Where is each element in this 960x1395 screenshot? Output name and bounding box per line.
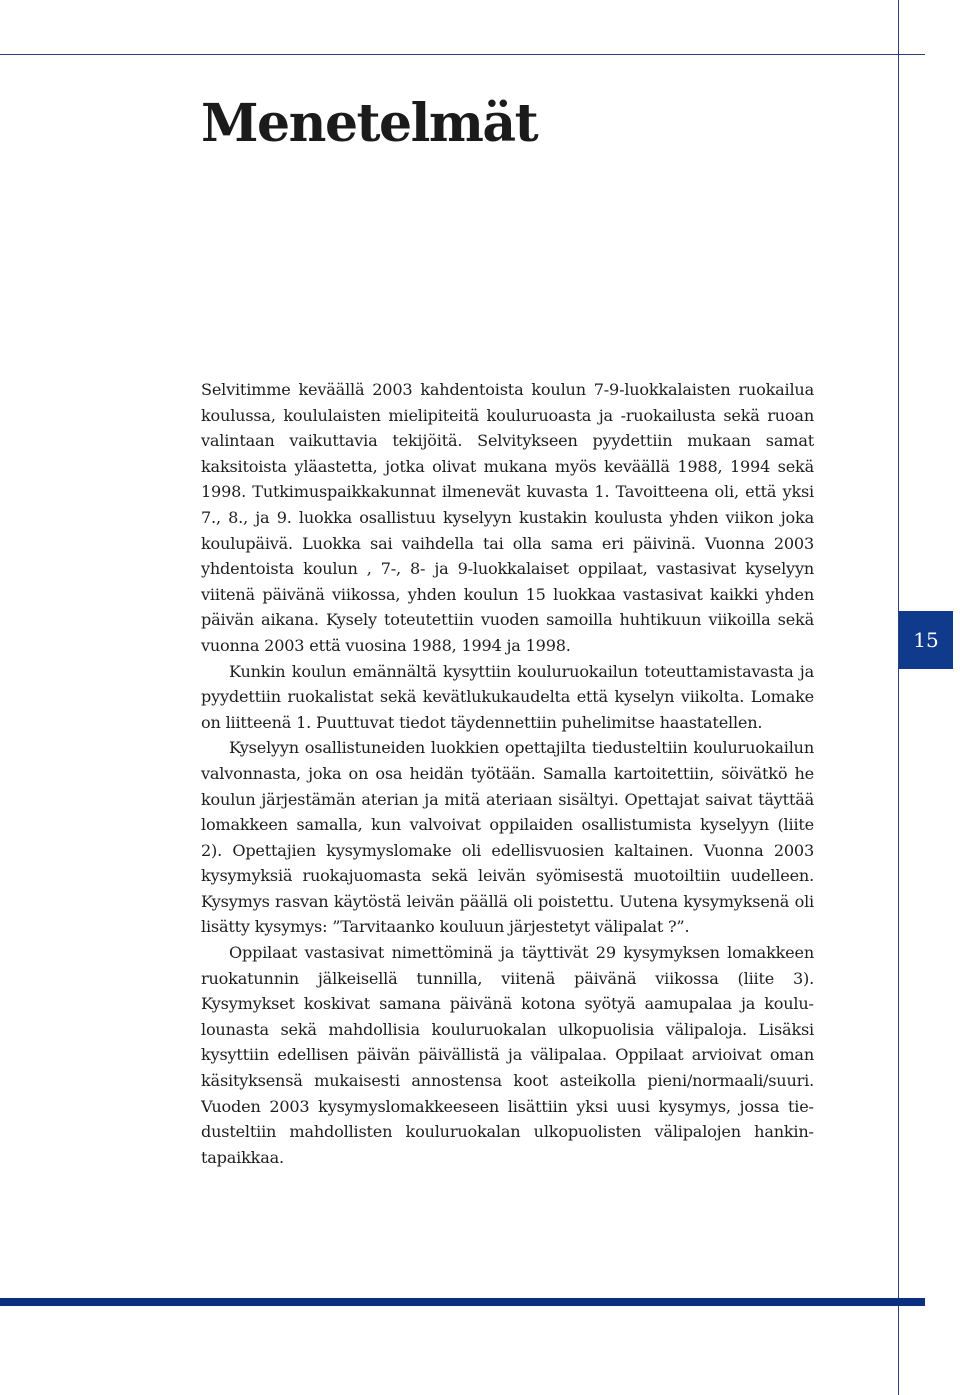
page-number: 15 [913, 628, 939, 652]
top-rule [0, 54, 925, 55]
margin-rule [898, 0, 899, 1395]
paragraph-3: Kyselyyn osallistuneiden luokkien opettajilta tiedusteltiin kouluruokailun valvonnasta, joka on osa heidän työtään. Samalla kartoitettiin, söivätkö he koulun järjestämän aterian ja mitä ateriaan sisältyi. Opettajat saivat täyttää lomakkeen samalla, kun valvoivat oppilaiden osallistumista kyselyyn (liite 2). Opettajien kysymyslomake oli edellisvuosien kaltainen. Vuonna 2003 kysymyksiä ruokajuomasta sekä leivän syömisestä muotoiltiin uudelleen. Kysymys rasvan käytöstä leivän päällä oli poistettu. Uutena kysymyksenä oli lisätty kysymys: ”Tarvitaanko kouluun järjestetyt välipalat ?”. [201, 738, 814, 937]
paragraph-1: Selvitimme keväällä 2003 kahdentoista koulun 7-9-luokkalaisten ruokailua koulussa, koululaisten mielipiteitä kouluruoasta ja -ruokailusta sekä ruoan valintaan vaikuttavia tekijöitä. Selvitykseen pyydettiin mukaan samat kaksitoista yläastetta, jotka olivat mukana myös keväällä 1988, 1994 sekä 1998. Tutkimuspaikkakunnat ilmenevät kuvasta 1. Tavoitteena oli, että yksi 7., 8., ja 9. luokka osallistuu kyselyyn kustakin koulusta yhden viikon joka koulupäivä. Luokka sai vaihdella tai olla sama eri päivinä. Vuonna 2003 yhdentoista koulun , 7-, 8- ja 9-luokkalaiset oppilaat, vastasivat kyselyyn viitenä päivänä viikossa, yhden koulun 15 luokkaa vastasivat kaikki yhden päivän aikana. Kysely toteutettiin vuoden samoilla huhtikuun viikoilla sekä vuonna 2003 että vuosina 1988, 1994 ja 1998. [201, 380, 814, 655]
page-number-badge [899, 611, 953, 669]
paragraph-4: Oppilaat vastasivat nimettöminä ja täyttivät 29 kysymyksen lomakkeen ruokatunnin jälkeisellä tunnilla, viitenä päivänä viikossa (liite 3). Kysymykset koskivat samana päivänä kotona syötyä aamupalaa ja koululounasta sekä mahdollisia kouluruokalan ulkopuolisia välipaloja. Lisäksi kysyttiin edellisen päivän päivällistä ja välipalaa. Oppilaat arvioivat oman käsityksensä mukaisesti annostensa koot asteikolla pieni/normaali/suuri. Vuoden 2003 kysymyslomakkeeseen lisättiin yksi uusi kysymys, jossa tiedusteltiin mahdollisten kouluruokalan ulkopuolisten välipalojen hankintapaikkaa. [201, 943, 814, 1167]
paragraph-2: Kunkin koulun emännältä kysyttiin kouluruokailun toteuttamistavasta ja pyydettiin ruokalistat sekä kevätlukukaudelta että kyselyn viikolta. Lomake on liitteenä 1. Puuttuvat tiedot täydennettiin puhelimitse haastatellen. [201, 661, 814, 732]
body-text [201, 377, 814, 1170]
page-title: Menetelmät [201, 93, 538, 154]
bottom-band [0, 1298, 925, 1306]
